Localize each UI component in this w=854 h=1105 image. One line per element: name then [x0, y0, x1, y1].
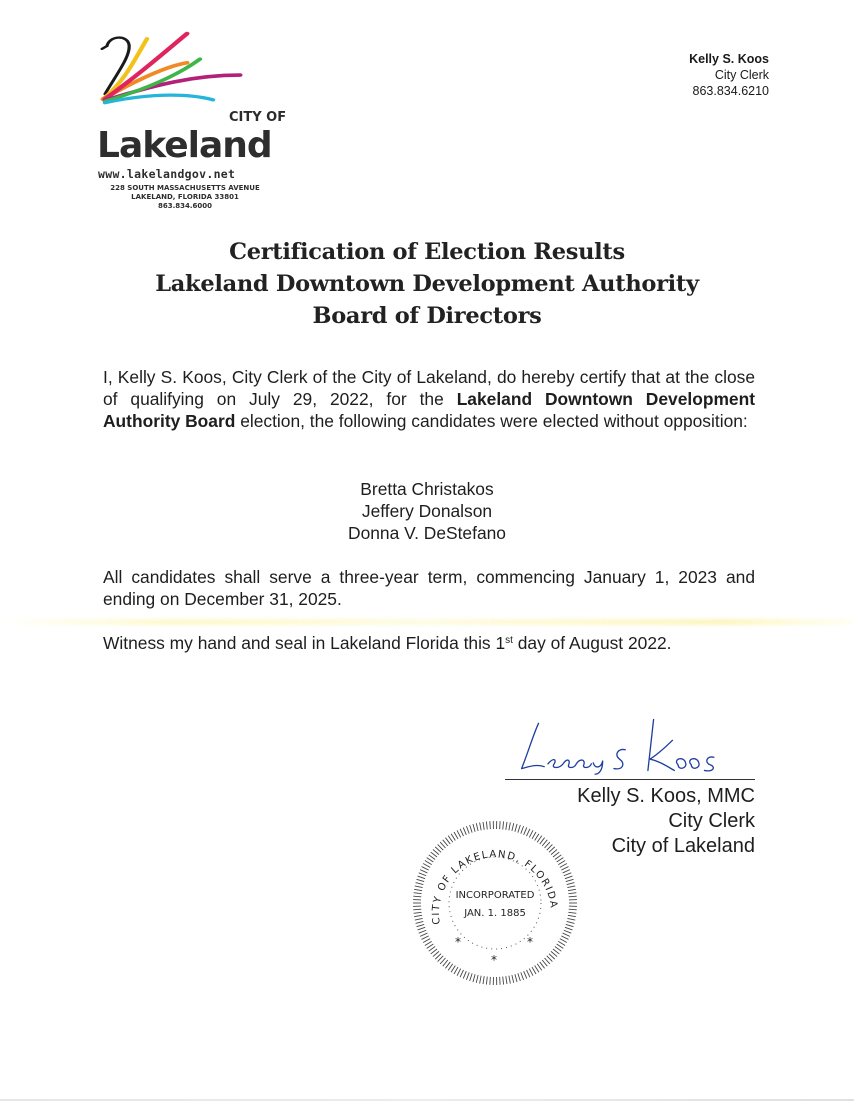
seal-hatch-mark [448, 836, 453, 843]
seal-hatch-mark [490, 977, 491, 985]
seal-hatch-mark [555, 855, 561, 860]
seal-hatch-mark [443, 840, 448, 846]
seal-hatch-mark [413, 896, 421, 897]
seal-hatch-mark [521, 972, 524, 979]
logo-city-of: CITY OF [229, 110, 287, 125]
seal-hatch-mark [563, 933, 570, 936]
seal-hatch-mark [418, 876, 426, 879]
candidate-name: Jeffery Donalson [361, 501, 493, 521]
seal-hatch-mark [532, 832, 536, 839]
logo-website: www.lakelandgov.net [98, 167, 236, 181]
seal-hatch-mark [480, 976, 481, 984]
seal-hatch-mark [476, 975, 478, 983]
seal-hatch-mark [420, 933, 427, 936]
seal-hatch-mark [529, 969, 533, 976]
seal-hatch-mark [490, 821, 491, 829]
seal-hatch-mark [463, 971, 466, 978]
seal-hatch-mark [568, 893, 576, 894]
clerk-phone: 863.834.6210 [692, 84, 769, 98]
seal-hatch-mark [551, 951, 557, 956]
seal-hatch-mark [561, 867, 568, 871]
seal-hatch-mark [431, 852, 437, 857]
seal-hatch-mark [537, 964, 542, 971]
seal-hatch-mark [558, 861, 565, 865]
seal-hatch-mark [414, 893, 422, 894]
ordinal-suffix: st [505, 635, 513, 646]
seal-hatch-mark [416, 879, 424, 881]
seal-hatch-mark [413, 909, 421, 910]
seal-hatch-mark [440, 958, 445, 964]
seal-hatch-mark [555, 946, 561, 951]
seal-hatch-mark [419, 873, 426, 876]
seal-hatch-mark [567, 921, 575, 923]
seal-hatch-mark [568, 889, 576, 890]
seal-hatch-mark [423, 939, 430, 943]
signature-line [505, 779, 755, 780]
seal-hatch-mark [500, 821, 501, 829]
seal-hatch-mark [423, 863, 430, 867]
clerk-name: Kelly S. Koos [689, 52, 769, 66]
seal-hatch-mark [416, 924, 424, 926]
seal-hatch-mark [540, 962, 545, 968]
swan-feather-logo-icon [95, 30, 285, 110]
signatory-name: Kelly S. Koos, MMC [577, 785, 755, 807]
seal-hatch-mark [483, 976, 484, 984]
seal-hatch-mark [527, 970, 530, 977]
seal-hatch-mark [567, 883, 575, 885]
seal-hatch-mark [521, 826, 524, 833]
seal-hatch-mark [445, 962, 450, 968]
seal-hatch-mark [564, 873, 571, 876]
city-logo [95, 30, 285, 215]
seal-hatch-mark [549, 847, 555, 852]
seal-hatch-mark [542, 840, 547, 846]
clerk-title: City Clerk [714, 68, 769, 82]
seal-hatch-mark [480, 822, 481, 830]
witness-text-end: day of August 2022. [512, 633, 672, 653]
seal-hatch-mark [509, 822, 510, 830]
seal-hatch-mark [435, 954, 441, 959]
seal-hatch-mark [422, 936, 429, 940]
seal-hatch-mark [537, 836, 542, 843]
seal-hatch-mark [433, 849, 439, 854]
seal-hatch-mark [422, 867, 429, 871]
signatory-title: City Clerk [668, 810, 755, 832]
seal-hatch-mark [445, 838, 450, 844]
seal-hatch-mark [433, 951, 439, 956]
seal-star-icon: * [527, 935, 533, 949]
seal-hatch-mark [569, 909, 577, 910]
seal-hatch-mark [438, 844, 444, 850]
seal-hatch-mark [568, 915, 576, 916]
seal-hatch-mark [506, 822, 507, 830]
seal-hatch-mark [443, 960, 448, 966]
candidate-name: Bretta Christakos [360, 479, 494, 499]
seal-hatch-mark [463, 827, 466, 834]
seal-hatch-mark [557, 858, 564, 862]
seal-hatch-mark [414, 912, 422, 913]
seal-hatch-mark [545, 958, 550, 964]
seal-hatch-mark [466, 972, 469, 979]
city-seal-icon [405, 818, 585, 988]
seal-hatch-mark [509, 976, 510, 984]
seal-hatch-mark [540, 838, 545, 844]
seal-hatch-mark [535, 834, 539, 841]
seal-hatch-mark [503, 821, 504, 829]
seal-hatch-mark [457, 830, 461, 837]
seal-hatch-mark [566, 924, 574, 926]
seal-hatch-mark [483, 822, 484, 830]
signatory-block [577, 784, 755, 859]
seal-hatch-mark [427, 944, 434, 948]
seal-hatch-mark [506, 976, 507, 984]
seal-hatch-mark [431, 949, 437, 954]
handwritten-signature-icon [505, 712, 755, 778]
seal-hatch-mark [473, 974, 475, 982]
seal-hatch-mark [529, 830, 533, 837]
seal-star-icon: * [491, 953, 497, 967]
term-paragraph: All candidates shall serve a three-year term, commencing January 1, 2023 and ending on December 31, 2025. [103, 567, 755, 609]
seal-hatch-mark [563, 870, 570, 873]
seal-hatch-mark [547, 844, 553, 850]
seal-hatch-mark [551, 849, 557, 854]
seal-hatch-mark [542, 960, 547, 966]
seal-hatch-mark [558, 941, 565, 945]
seal-hatch-mark [532, 967, 536, 974]
document-title [0, 236, 854, 332]
seal-hatch-mark [518, 825, 520, 833]
seal-hatch-mark [560, 939, 567, 943]
logo-address-line2: LAKELAND, FLORIDA 33801 [131, 193, 239, 201]
clerk-contact-block [689, 51, 769, 99]
seal-hatch-mark [512, 823, 514, 831]
seal-star-icon: * [455, 935, 461, 949]
certification-paragraph [103, 366, 755, 432]
seal-ring-textpath: CITY OF LAKELAND, FLORIDA [430, 849, 559, 926]
candidate-list [0, 478, 854, 544]
seal-hatch-mark [569, 896, 577, 897]
seal-hatch-mark [547, 956, 553, 962]
seal-hatch-mark [553, 852, 559, 857]
seal-hatch-mark [425, 861, 432, 865]
para1-text-start: I, Kelly S. Koos, City Clerk of the City of Lakeland, do hereby certify that at the close of qualifying on July 29, 2022, for the [103, 367, 755, 409]
seal-hatch-mark [564, 930, 571, 933]
seal-hatch-mark [512, 975, 514, 983]
seal-hatch-mark [553, 949, 559, 954]
seal-hatch-mark [416, 883, 424, 885]
scan-highlight-streak [0, 619, 854, 625]
seal-hatch-mark [454, 832, 458, 839]
seal-hatch-mark [515, 974, 517, 982]
seal-hatch-mark [500, 977, 501, 985]
seal-hatch-mark [466, 826, 469, 833]
seal-hatch-mark [515, 824, 517, 832]
para1-text-end: election, the following candidates were elected without opposition: [235, 411, 748, 431]
seal-hatch-mark [566, 879, 574, 881]
seal-hatch-mark [567, 918, 575, 920]
seal-hatch-mark [476, 823, 478, 831]
title-line-2: Lakeland Downtown Development Authority [155, 271, 699, 297]
title-line-1: Certification of Election Results [229, 239, 625, 265]
seal-hatch-mark [470, 825, 472, 833]
signatory-organization: City of Lakeland [611, 835, 755, 857]
seal-hatch-mark [486, 977, 487, 985]
seal-hatch-mark [565, 927, 573, 930]
seal-hatch-mark [565, 876, 573, 879]
seal-hatch-mark [414, 915, 422, 916]
seal-hatch-mark [427, 858, 434, 862]
seal-hatch-mark [535, 965, 539, 972]
seal-hatch-mark [440, 842, 445, 848]
witness-text-start: Witness my hand and seal in Lakeland Florida this 1 [103, 633, 506, 653]
seal-hatch-mark [460, 970, 463, 977]
seal-hatch-mark [448, 964, 453, 971]
seal-hatch-mark [561, 936, 568, 940]
seal-hatch-mark [527, 829, 530, 836]
seal-hatch-mark [560, 863, 567, 867]
seal-hatch-mark [451, 965, 455, 972]
seal-center-line1: INCORPORATED [455, 890, 535, 901]
seal-hatch-mark [545, 842, 550, 848]
seal-hatch-mark [414, 889, 422, 890]
seal-hatch-mark [419, 930, 426, 933]
seal-hatch-mark [503, 977, 504, 985]
seal-hatch-mark [435, 847, 441, 852]
seal-hatch-mark [567, 886, 575, 888]
page-bottom-edge [0, 1099, 854, 1101]
seal-hatch-mark [524, 971, 527, 978]
title-line-3: Board of Directors [312, 303, 542, 329]
seal-hatch-mark [451, 834, 455, 841]
seal-hatch-mark [568, 912, 576, 913]
seal-hatch-mark [524, 827, 527, 834]
para1-board-name: Lakeland Downtown Development Authority Board [103, 389, 755, 431]
logo-phone: 863.834.6000 [157, 202, 213, 210]
seal-hatch-mark [486, 821, 487, 829]
seal-hatch-mark [415, 886, 423, 888]
seal-hatch-mark [454, 967, 458, 974]
seal-hatch-mark [557, 944, 564, 948]
seal-hatch-mark [425, 941, 432, 945]
seal-center-line2: JAN. 1. 1885 [464, 908, 526, 919]
seal-hatch-mark [420, 870, 427, 873]
seal-hatch-mark [416, 921, 424, 923]
seal-hatch-mark [438, 956, 444, 962]
candidate-name: Donna V. DeStefano [348, 523, 506, 543]
seal-hatch-mark [418, 927, 426, 930]
seal-hatch-mark [470, 973, 472, 981]
seal-hatch-mark [415, 918, 423, 920]
seal-hatch-mark [549, 954, 555, 959]
seal-hatch-mark [518, 973, 520, 981]
seal-hatch-mark [429, 855, 435, 860]
seal-hatch-mark [460, 829, 463, 836]
seal-hatch-mark [429, 946, 435, 951]
logo-address-line1: 228 SOUTH MASSACHUSETTS AVENUE [110, 184, 260, 192]
witness-paragraph [103, 632, 755, 654]
seal-hatch-mark [457, 969, 461, 976]
seal-hatch-mark [473, 824, 475, 832]
logo-city-name: Lakeland [97, 125, 272, 166]
